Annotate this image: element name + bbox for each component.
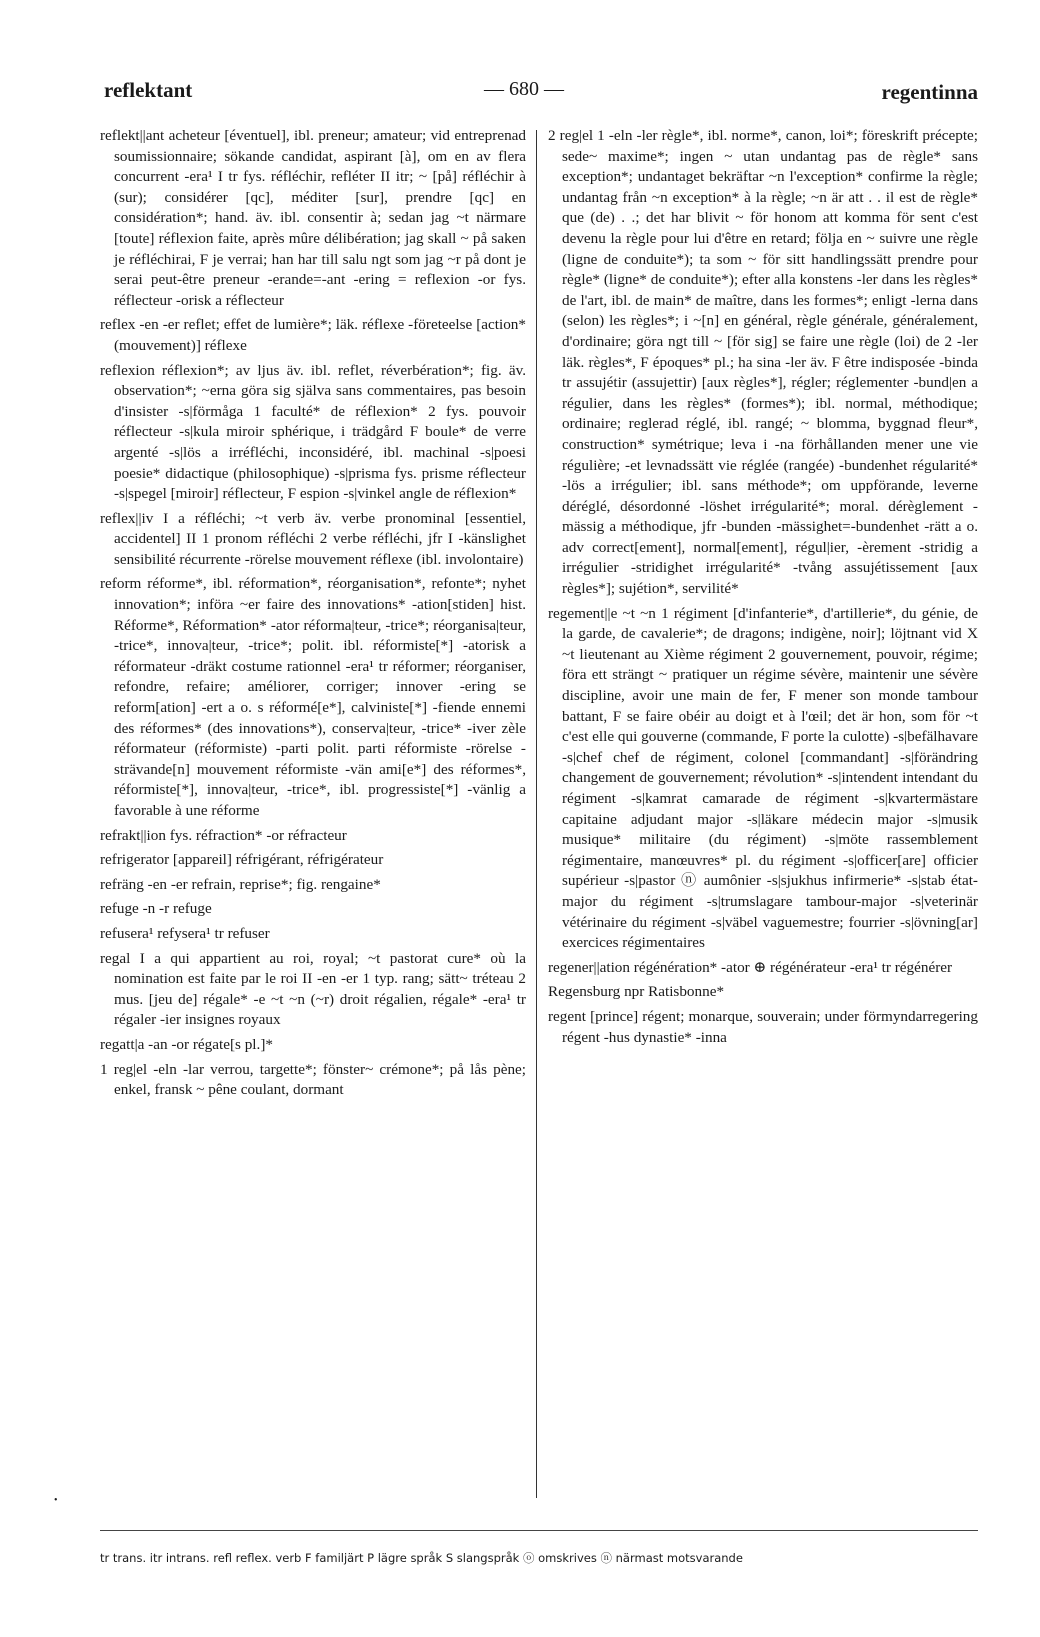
entry-regensburg: Regensburg npr Ratisbonne* <box>548 983 725 1001</box>
entry-refusera: refusera¹ refysera¹ tr refuser <box>100 924 270 942</box>
page-number: — 680 — <box>484 78 564 100</box>
entry-regatta: regatt|a -an -or régate[s pl.]* <box>100 1035 273 1053</box>
page-header <box>104 78 978 114</box>
entry-regel-1: 1 reg|el -eln -lar verrou, targette*; fönster~ crémone*; på lås pène; enkel, fransk ~ pêne coulant, dormant <box>100 1060 526 1099</box>
entry-refraktion: refrakt||ion fys. réfraction* -or réfracteur <box>100 826 347 844</box>
margin-dot: • <box>54 1495 58 1506</box>
footer-rule <box>100 1530 978 1531</box>
entry-regemente: regement||e ~t ~n 1 régiment [d'infanterie*, d'artillerie*, du génie, de la garde, de cavalerie*; de dragons; indigène, noir]; löjtnant vid X ~t lieutenant au Xième régiment 2 gouvernement, pouvoir, régime; föra ett strängt ~ pratiquer un régime sévère, maintenir une sévère discipline, avoir une main de fer, F mener son monde tambour battant, F se faire obéir au doigt et à l'œil; det är hon, som för ~t c'est elle qui gouverne (commande, F porte la culotte) -s|befälhavare -s|chef chef de régiment, colonel [commandant] -s|förändring changement de gouvernement; révolution* -s|intendent intendant du régiment -s|kamrat camarade de régiment -s|kvartermästare capitaine adjudant major -s|läkare médecin major -s|musik musique* militaire (du régiment) -s|möte rassemblement régimentaire, manœuvres* pl. du régiment -s|officer[are] officier supérieur -s|pastor ⓝ aumônier -s|sjukhus infirmerie* -s|stab état-major du régiment -s|trumslagare tambour-major -s|veterinär vétérinaire du régiment -s|väbel vaguemestre; fourrier -s|övning[ar] exercices régimentaires <box>548 604 978 952</box>
entry-reflexiv: reflex||iv I a réfléchi; ~t verb äv. verbe pronominal [essentiel, accidentel] II 1 pronom réfléchi 2 verbe réfléchi, jfr I -känslighet sensibilité récurrente -rörelse mouvement réflexe (ibl. involontaire) <box>100 509 526 568</box>
left-column <box>100 126 526 1105</box>
entry-reflexion: reflexion réflexion*; av ljus äv. ibl. reflet, réverbération*; fig. äv. observation*; ~erna göra sig själva sans commentaires, pas besoin d'insister -s|förmåga 1 faculté* de réflexion* 2 fys. pouvoir réflecteur -s|kula miroir sphérique, i trädgård F boule* de verre argenté -s|lös a irréfléchi, inconsidéré, ibl. machinal -s|poesi poesie* didactique (philosophique) -s|prisma fys. prisme réflecteur -s|spegel [miroir] réflecteur, F espion -s|vinkel angle de réflexion* <box>100 361 526 503</box>
entry-regel-2: 2 reg|el 1 -eln -ler règle*, ibl. norme*, canon, loi*; föreskrift précepte; sede~ maxime*; ingen ~ utan undantag pas de règle* sans exception*; undantaget bekräftar ~n l'exception* confirme la règle; undantag från ~n exception* à la règle; ~n är att . . il est de règle* que (de) . .; det har blivit ~ för honom att komma för sent c'est devenu la règle pour lui d'être en retard; följa en ~ suivre une règle (ligne de conduite*); ta som ~ för sitt handlingssätt prendre pour règle* (ligne* de conduite*); efter alla konstens -ler dans les règles* de l'art, ibl. de main* de maître, dans les formes*; enligt -lerna dans (selon) les règles*; i ~[n] en général, règle générale, généralement, d'ordinaire; göra ngt till ~ [för sig] se faire une règle (loi) de 2 -ler läk. règles*, F époques* pl.; ha sina -ler äv. F être indisposée -binda tr assujétir (assujettir) [aux règles*], régler; réglementer -bund|en a régulier, dans les règles* (formes*); ibl. normal, méthodique; ordinaire; reglerad réglé, ibl. rangé; ~ blomma, byggnad fleur*, construction* symétrique; leva i -na förhållanden mener une vie régulière; -et levnadssätt vie réglée (rangée) -bundenhet régularité* -lös a irrégulier; ibl. sans méthode*; om uppförande, leverne déréglé, désordonné -löshet irrégularité*; moral. dérèglement -mässig a méthodique, jfr -bunden -mässighet=-bundenhet -rätt a o. adv correct[ement], normal[ement], régul|ier, -èrement -stridig a irrégulier -stridighet irrégularité* -tvång assujétissement [aux règles*]; sujétion*, servilité* <box>548 127 978 598</box>
entry-refuge: refuge -n -r refuge <box>100 900 212 918</box>
header-left-guideword: reflektant <box>104 78 193 102</box>
column-divider <box>536 130 537 1498</box>
right-column <box>548 126 978 1052</box>
entry-refrigerator: refrigerator [appareil] réfrigérant, réfrigérateur <box>100 851 384 869</box>
entry-regent: regent [prince] régent; monarque, souverain; under förmyndarregering régent -hus dynastie* -inna <box>548 1007 978 1046</box>
header-right-guideword: regentinna <box>881 80 978 104</box>
entry-reflektant: reflekt||ant acheteur [éventuel], ibl. preneur; amateur; vid entreprenad soumissionnaire; sökande candidat, aspirant [à], om en av flera concurrent -era¹ I tr fys. réfléchir, refléter II itr; ~ [på] réfléchir à (sur); considérer [qc], méditer [sur], prendre [qc] en considération*; hand. äv. ibl. consentir à; sedan jag ~t närmare [toute] réflexion faite, après mûre délibération; jag skall ~ på saken je réfléchirai, F je verrai; han har till salu ngt som jag ~r på dont je serai peut-être preneur -erande=-ant -ering = reflexion -or fys. réflecteur -orisk a réflecteur <box>100 127 526 309</box>
entry-reform: reform réforme*, ibl. réformation*, réorganisation*, refonte*; nyhet innovation*; införa ~er faire des innovations* -ation[stiden] hist. Réforme*, Réformation* -ator réforma|teur, -trice*; réorganisa|teur, -trice*, innova|teur, -trice*; polit. ibl. réformiste[*] -atorisk a réformateur -dräkt costume rationnel -era¹ tr réformer; réorganiser, refondre, refaire; améliorer, corriger; innover -ering se reform[ation] -ert a o. s réformé[e*], calviniste[*] -fiende ennemi des réformes* (des innovations*), conserva|teur, -trice* -iver zèle réformateur (réformiste) -parti polit. parti réformiste -rörelse -strävande[n] mouvement réformiste -vän ami[e*] des réformes*, réformiste[*], innova|teur, -trice*, ibl. progressiste[*] -vänlig a favorable à une réforme <box>100 575 526 819</box>
entry-regal: regal I a qui appartient au roi, royal; ~t pastorat cure* où la nomination est faite par le roi II -en -er 1 typ. rang; sätt~ tréteau 2 mus. [jeu de] régale* -e ~t ~n (~r) droit régalien, régale* -era¹ tr régaler -ier insignes royaux <box>100 949 526 1029</box>
entry-refrang: refräng -en -er refrain, reprise*; fig. rengaine* <box>100 875 381 893</box>
abbreviation-legend: tr trans. itr intrans. refl reflex. verb F familjärt P lägre språk S slangspråk ⓞ omskrives ⓝ närmast motsvarande <box>100 1551 743 1565</box>
entry-reflex: reflex -en -er reflet; effet de lumière*; läk. réflexe -företeelse [action* (mouvement)] réflexe <box>100 316 526 354</box>
entry-regeneration: regener||ation régénération* -ator ⊕ régénérateur -era¹ tr régénérer <box>548 958 953 976</box>
